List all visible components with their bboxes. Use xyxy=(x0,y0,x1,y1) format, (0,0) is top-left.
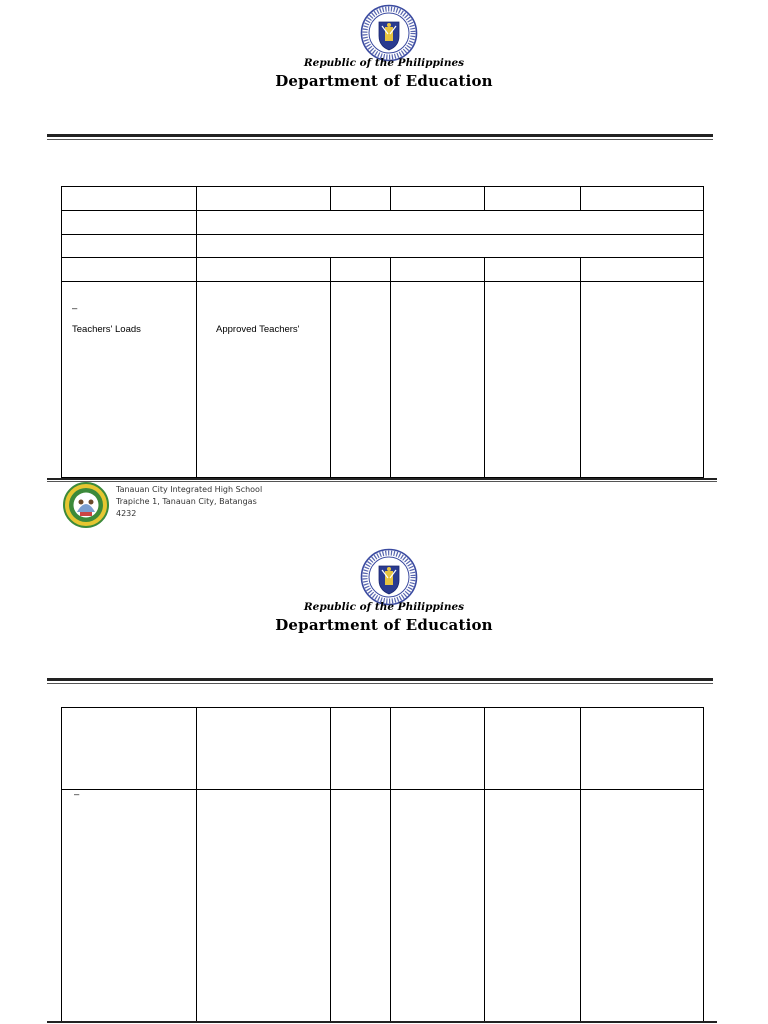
table-cell xyxy=(197,282,331,478)
table-cell xyxy=(581,282,704,478)
table-cell xyxy=(197,790,331,1022)
table-cell xyxy=(62,187,197,211)
table-cell xyxy=(62,282,197,478)
document-page-2 xyxy=(0,540,768,1024)
table-cell xyxy=(391,282,485,478)
deped-seal-icon xyxy=(360,548,418,606)
school-zip: 4232 xyxy=(116,509,137,518)
teachers-loads-label: Teachers' Loads xyxy=(72,324,141,335)
table-cell xyxy=(485,708,581,790)
table-cell xyxy=(331,708,391,790)
table-cell xyxy=(391,258,485,282)
table-row xyxy=(62,211,704,235)
form-table-2 xyxy=(61,707,704,1022)
table-row xyxy=(62,187,704,211)
deped-seal-icon xyxy=(360,4,418,62)
table-row xyxy=(62,258,704,282)
school-name: Tanauan City Integrated High School xyxy=(116,485,263,494)
table-cell xyxy=(581,187,704,211)
form-table-1 xyxy=(61,186,704,478)
table-cell xyxy=(391,790,485,1022)
school-address: Trapiche 1, Tanauan City, Batangas xyxy=(116,497,257,506)
header-divider xyxy=(47,678,713,684)
footer-divider xyxy=(47,478,717,482)
approved-teachers-label: Approved Teachers' xyxy=(216,324,300,335)
table-cell xyxy=(197,187,331,211)
table-cell xyxy=(62,258,197,282)
department-heading: Department of Education xyxy=(275,616,493,634)
table-cell xyxy=(485,258,581,282)
table-cell xyxy=(62,790,197,1022)
table-row xyxy=(62,282,704,478)
table-cell xyxy=(62,708,197,790)
table-cell xyxy=(331,282,391,478)
table-cell xyxy=(485,187,581,211)
table-cell xyxy=(581,258,704,282)
table-cell xyxy=(197,708,331,790)
table-cell xyxy=(581,708,704,790)
table-cell xyxy=(62,211,197,235)
school-info xyxy=(116,484,262,520)
table-row xyxy=(62,235,704,258)
republic-heading: Republic of the Philippines xyxy=(303,57,465,69)
table-cell xyxy=(391,708,485,790)
table-cell-wide xyxy=(197,211,704,235)
table-cell-wide xyxy=(197,235,704,258)
dash-text: – xyxy=(72,303,78,314)
school-logo-icon xyxy=(63,482,109,528)
table-cell xyxy=(331,790,391,1022)
republic-heading: Republic of the Philippines xyxy=(303,601,465,613)
table-cell xyxy=(485,282,581,478)
table-cell xyxy=(485,790,581,1022)
table-cell xyxy=(581,790,704,1022)
table-row xyxy=(62,790,704,1022)
table-cell xyxy=(331,187,391,211)
dash-text: – xyxy=(74,789,80,800)
table-row xyxy=(62,708,704,790)
table-cell xyxy=(197,258,331,282)
table-cell xyxy=(391,187,485,211)
table-cell xyxy=(62,235,197,258)
table-cell xyxy=(331,258,391,282)
header-divider xyxy=(47,134,713,140)
department-heading: Department of Education xyxy=(275,72,493,90)
